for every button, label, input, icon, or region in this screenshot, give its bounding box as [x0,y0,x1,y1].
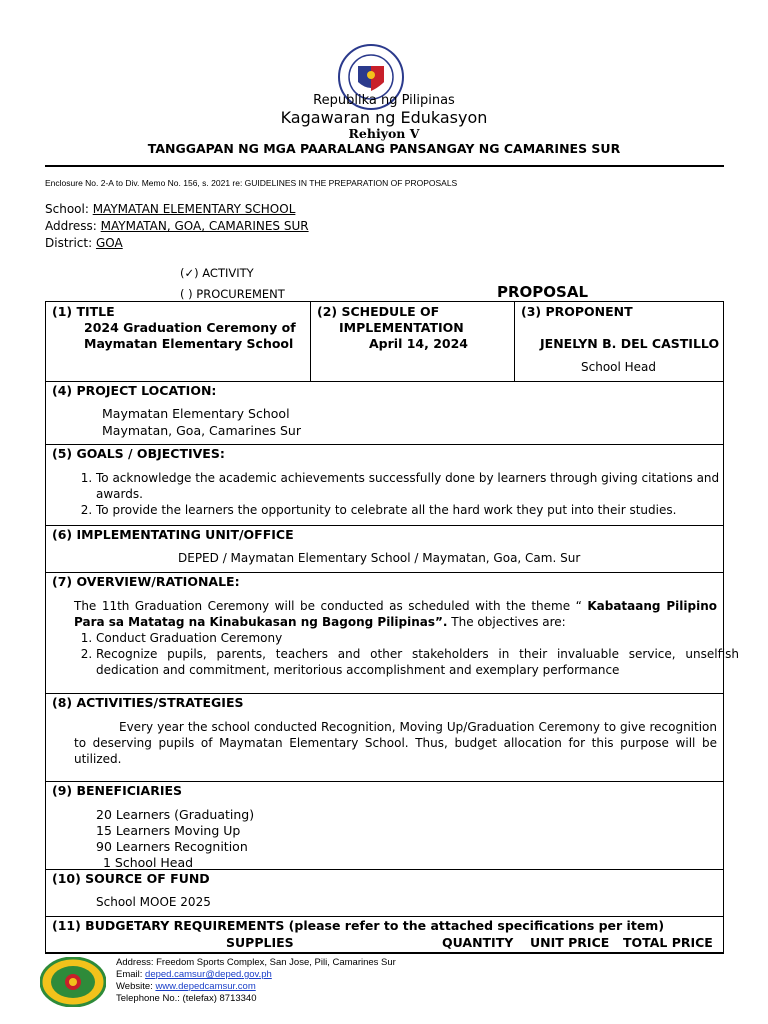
location-section: (4) PROJECT LOCATION: Maymatan Elementary School Maymatan, Goa, Camarines Sur [45,381,724,445]
school-district: GOA [95,236,123,250]
office-text: TANGGAPAN NG MGA PAARALANG PANSANGAY NG CAMARINES SUR [147,141,621,156]
col-unit-price: UNIT PRICE [530,935,610,950]
school-address: MAYMATAN, GOA, CAMARINES SUR [100,219,309,233]
col-total-price: TOTAL PRICE [623,935,713,950]
overview-section: (7) OVERVIEW/RATIONALE: The 11th Graduation Ceremony will be conducted as scheduled with the theme “ Kabataang Pilipino Para sa Matatag na Kinabukasan ng Bagong Pilipinas”. The objectives are: 1. Conduct Graduation Ceremony 2. Recognize pupils, parents, teachers and other stakeholders in their invaluable service, unselfish dedication and commitment, meritorious accomplishment and exemplary performance [45,572,724,694]
proposal-title: PROPOSAL [497,283,589,301]
school-info: School: MAYMATAN ELEMENTARY SCHOOL Address: MAYMATAN, GOA, CAMARINES SUR District: GOA [45,202,309,250]
unit-section: (6) IMPLEMENTATING UNIT/OFFICE DEPED / Maymatan Elementary School / Maymatan, Goa, Cam. Sur [45,525,724,573]
beneficiary-item: 90 Learners Recognition [96,839,248,854]
overview-text: The 11th Graduation Ceremony will be conducted as scheduled with the theme “ Kabataang Pilipino Para sa Matatag na Kinabukasan ng Bagong Pilipinas”. The objectives are: [74,599,717,629]
division-logo [40,957,106,1007]
footer-address: Address: Freedom Sports Complex, San Jose, Pili, Camarines Sur [116,957,396,968]
region-text: Rehiyon V [348,126,420,141]
beneficiary-item: 15 Learners Moving Up [96,823,241,838]
school-name: MAYMATAN ELEMENTARY SCHOOL [92,202,296,216]
footer-info: Address: Freedom Sports Complex, San Jose, Pili, Camarines Sur Email: deped.camsur@deped.gov.ph Website: www.depedcamsur.com Telephone No.: (telefax) 8713340 [116,957,396,1004]
department-text: Kagawaran ng Edukasyon [280,108,488,127]
activity-check: (✓) ACTIVITY [180,266,254,280]
goals-section: (5) GOALS / OBJECTIVES: 1. To acknowledge the academic achievements successfully done by learners through giving citations and awards. 2. To provide the learners the opportunity to celebrate all the hard work they put into their studies. [45,444,724,526]
footer-telephone: Telephone No.: (telefax) 8713340 [116,993,257,1004]
overview-objective: 1. Conduct Graduation Ceremony [96,630,739,646]
goal-item: 2. To provide the learners the opportunity to celebrate all the hard work they put into their studies. [96,502,740,518]
goal-item: 1. To acknowledge the academic achievements successfully done by learners through giving citations and awards. [96,470,740,502]
schedule-cell: (2) SCHEDULE OF IMPLEMENTATION April 14, 2024 [310,301,515,382]
col-quantity: QUANTITY [442,935,514,950]
beneficiary-item: 1 School Head [103,855,194,870]
col-supplies: SUPPLIES [226,935,294,950]
beneficiaries-section: (9) BENEFICIARIES 20 Learners (Graduating) 15 Learners Moving Up 90 Learners Recognition 1 School Head [45,781,724,870]
fund-section: (10) SOURCE OF FUND School MOOE 2025 [45,869,724,917]
overview-theme: Kabataang Pilipino Para sa Matatag na Kinabukasan ng Bagong Pilipinas”. [74,599,717,629]
beneficiary-item: 20 Learners (Graduating) [96,807,255,822]
footer-email-link[interactable]: deped.camsur@deped.gov.ph [145,969,272,980]
activities-section: (8) ACTIVITIES/STRATEGIES Every year the school conducted Recognition, Moving Up/Graduation Ceremony to give recognition to deserving pupils of Maymatan Elementary School. Thus, budget allocation for this purpose will be utilized. [45,693,724,782]
proponent-cell: (3) PROPONENT JENELYN B. DEL CASTILLO School Head [514,301,724,382]
republic-text: Republika ng Pilipinas [313,93,455,108]
title-cell: (1) TITLE 2024 Graduation Ceremony of Maymatan Elementary School [45,301,311,382]
overview-objective: 2. Recognize pupils, parents, teachers and other stakeholders in their invaluable service, unselfish dedication and commitment, meritorious accomplishment and exemplary performance [96,646,739,678]
footer-website-link[interactable]: www.depedcamsur.com [155,981,256,992]
budget-section: (11) BUDGETARY REQUIREMENTS (please refer to the attached specifications per item) SUPPLIES QUANTITY UNIT PRICE TOTAL PRICE [45,916,724,954]
procurement-check: ( ) PROCUREMENT [180,287,285,301]
enclosure-text: Enclosure No. 2-A to Div. Memo No. 156, s. 2021 re: GUIDELINES IN THE PREPARATION OF PROPOSALS [45,178,458,188]
header-divider [45,165,724,167]
